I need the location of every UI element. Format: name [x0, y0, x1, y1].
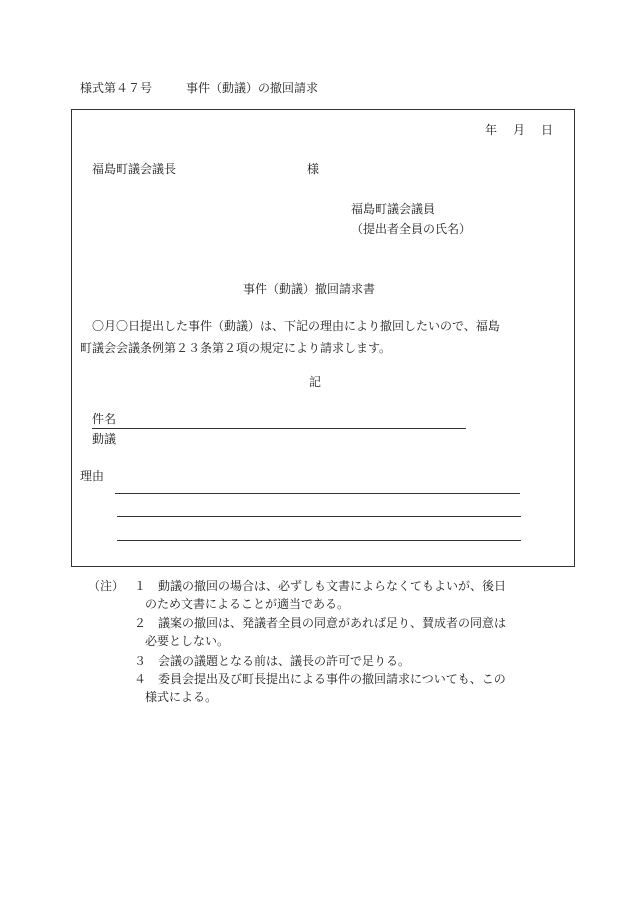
note-2-line-2: 必要としない。 [145, 634, 230, 648]
form-frame [71, 109, 575, 567]
submitter-title: 福島町議会議員 [351, 202, 436, 216]
reason-line-2 [117, 516, 521, 517]
reason-line-3 [117, 540, 521, 541]
subject-line [92, 428, 466, 429]
reason-label: 理由 [80, 469, 105, 483]
date-label: 年 月 日 [485, 123, 556, 137]
note-4-line-2: 様式による。 [145, 690, 218, 704]
note-2-number: ２ [134, 616, 147, 630]
note-1-line-2: のため文書によることが適当である。 [145, 597, 350, 611]
form-number: 様式第４７号 [80, 81, 153, 95]
body-line-2: 町議会会議条例第２３条第２項の規定により請求します。 [80, 341, 392, 355]
note-1-number: １ [134, 579, 147, 593]
ki-label: 記 [309, 375, 322, 389]
subject-label: 件名 [92, 412, 117, 426]
note-3-line-1: 会議の議題となる前は、議長の許可で足りる。 [158, 654, 411, 668]
notes-label: （注） [88, 579, 125, 593]
note-1-line-1: 動議の撤回の場合は、必ずしも文書によらなくてもよいが、後日 [158, 579, 507, 593]
note-3-number: ３ [134, 654, 147, 668]
form-title: 事件（動議）の撤回請求 [186, 81, 319, 95]
note-2-line-1: 議案の撤回は、発議者全員の同意があれば足り、賛成者の同意は [158, 616, 507, 630]
addressee: 福島町議会議長 [92, 162, 177, 176]
honorific: 様 [307, 162, 320, 176]
motion-label: 動議 [92, 432, 117, 446]
note-4-number: ４ [134, 672, 147, 686]
submitter-note: （提出者全員の氏名） [351, 222, 472, 236]
document-title: 事件（動議）撤回請求書 [243, 282, 376, 296]
body-line-1: 〇月〇日提出した事件（動議）は、下記の理由により撤回したいので、福島 [92, 319, 500, 333]
note-4-line-1: 委員会提出及び町長提出による事件の撤回請求についても、この [158, 672, 506, 686]
reason-line-1 [115, 493, 520, 494]
